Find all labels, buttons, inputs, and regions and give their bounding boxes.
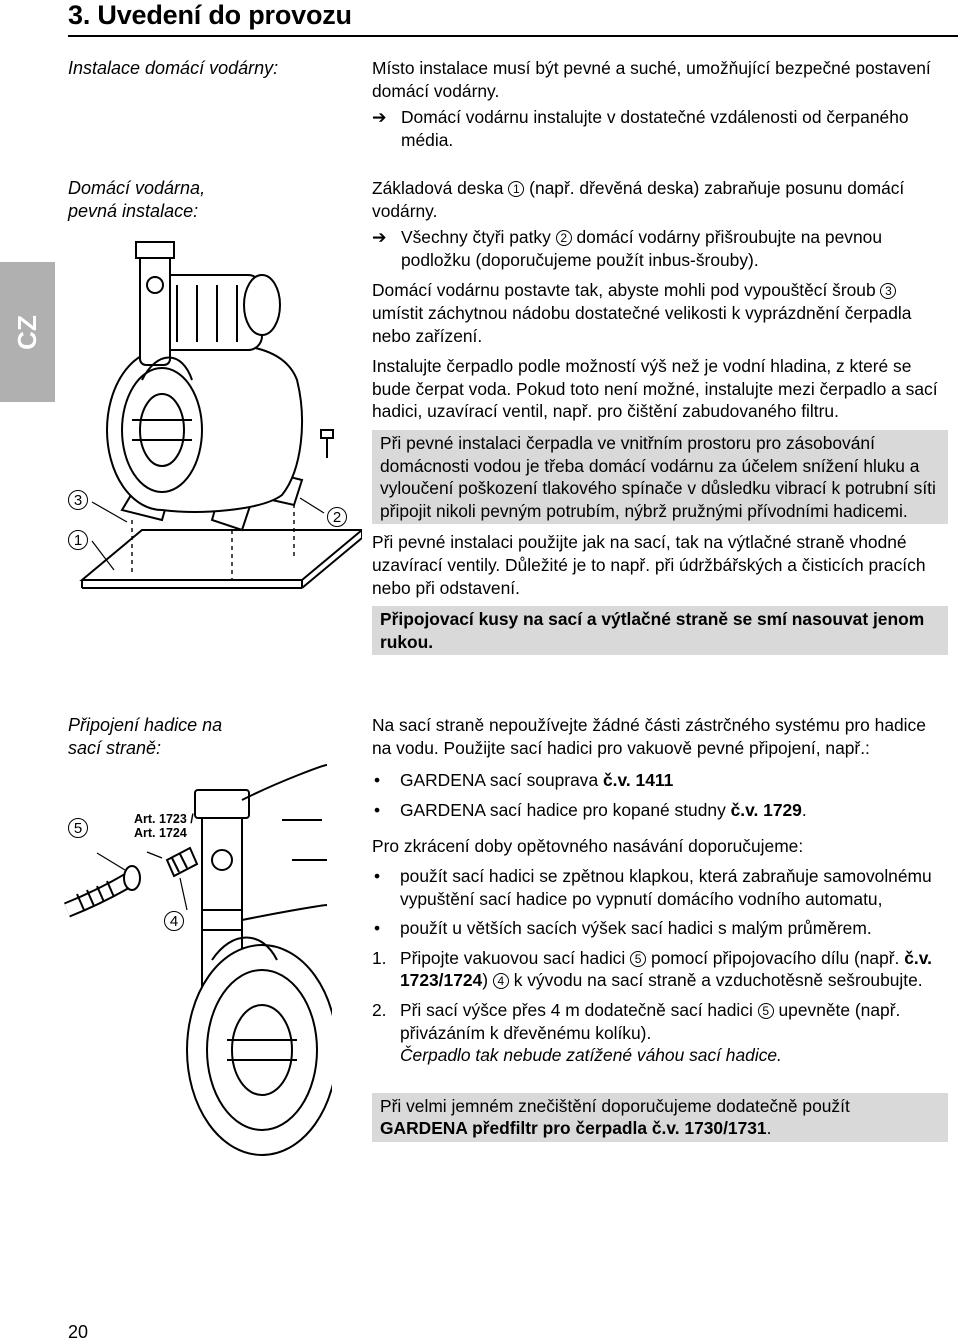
step-2-text-a: Při sací výšce přes 4 m dodatečně sací hadici bbox=[400, 999, 753, 1020]
install-instruction-text: Domácí vodárnu instalujte v dostatečné vzdálenosti od čerpaného média. bbox=[401, 107, 909, 150]
prefilter-ref: GARDENA předfiltr pro čerpadla č.v. 1730/1731 bbox=[380, 1118, 767, 1139]
fixed-p2-end: umístit záchytnou nádobu dostatečné velikosti k vyprázdnění čerpadla nebo zařízení. bbox=[372, 302, 912, 346]
bullet-icon: • bbox=[374, 770, 381, 791]
pump-base-illustration bbox=[62, 230, 362, 600]
language-tab bbox=[0, 262, 55, 402]
note-hand-connect: Připojovací kusy na sací a výtlačné straně se smí nasouvat jenom rukou. bbox=[372, 606, 948, 655]
fixed-paragraph-4: Při pevné instalaci použijte jak na sací, tak na výtlačné straně vhodné uzavírací ventily. Důležité je to např. při údržbářských a čisticích pracích nebo při odstavení. bbox=[372, 532, 926, 598]
bullet-4-text: použít u větších sacích výšek sací hadici s malým průměrem. bbox=[400, 918, 872, 939]
fixed-text bbox=[372, 177, 948, 655]
callout-1: 1 bbox=[68, 530, 88, 550]
step-1-ref: č.v. 1723/1724 bbox=[400, 947, 932, 991]
ref-5: 5 bbox=[758, 1003, 774, 1019]
hose-paragraph-2: Pro zkrácení doby opětovného nasávání doporučujeme: bbox=[372, 836, 804, 857]
heading-fixed-line1: Domácí vodárna, bbox=[68, 178, 206, 198]
heading-hose bbox=[68, 714, 222, 760]
step-2-text-b: upevněte (např. přivázáním k dřevěnému kolíku). bbox=[400, 999, 901, 1043]
ref-1: 1 bbox=[508, 181, 524, 197]
ref-3: 3 bbox=[880, 283, 896, 299]
note-vibration: Při pevné instalaci čerpadla ve vnitřním prostoru pro zásobování domácnosti vodou je třeba domácí vodárnu za účelem snížení hluku a vyloučení poškození tlakového spínače v důsledku vibrací k potrubní síti připojit nikoli pevným potrubím, nýbrž pružnými přívodními hadicemi. bbox=[372, 430, 948, 524]
fixed-paragraph-2 bbox=[372, 279, 948, 347]
bullet-1-ref: č.v. 1411 bbox=[602, 770, 674, 791]
bullet-2-text: GARDENA sací hadice pro kopané studny bbox=[400, 799, 731, 820]
heading-hose-line1: Připojení hadice na bbox=[68, 715, 223, 735]
install-instruction bbox=[372, 106, 948, 151]
install-text bbox=[372, 57, 948, 151]
fixed-p1-start: Základová deska bbox=[372, 178, 504, 198]
arrow-icon: ➔ bbox=[372, 107, 387, 128]
art-label-line2: Art. 1724 bbox=[134, 826, 187, 840]
bullet-2-end: . bbox=[801, 799, 807, 820]
hose-paragraph-1: Na sací straně nepoužívejte žádné části zástrčného systému pro hadice na vodu. Použijte sací hadici pro vakuově pevné připojení, např.: bbox=[372, 715, 926, 758]
ref-4: 4 bbox=[493, 973, 509, 989]
step-1 bbox=[372, 947, 948, 992]
prefilter-text: Při velmi jemném znečištění doporučujeme dodatečně použít bbox=[380, 1095, 850, 1116]
step-1-text-b: pomocí připojovacího dílu (např. bbox=[650, 947, 905, 968]
callout-4: 4 bbox=[164, 911, 184, 931]
arrow-icon: ➔ bbox=[372, 227, 387, 248]
bullet-2-ref: č.v. 1729 bbox=[730, 799, 802, 820]
bullet-icon: • bbox=[374, 799, 381, 820]
step-2-number: 2. bbox=[372, 999, 387, 1020]
fixed-paragraph-3: Instalujte čerpadlo podle možností výš než je vodní hladina, z které se bude čerpat voda. Pokud toto není možné, instalujte mezi čerpadlo a sací hadici, uzavírací ventil, např. pro čištění zabudovaného filtru. bbox=[372, 356, 938, 422]
heading-hose-line2: sací straně: bbox=[68, 738, 162, 758]
fixed-paragraph-1 bbox=[372, 177, 948, 222]
fixed-p2-start: Domácí vodárnu postavte tak, abyste mohli pod vypouštěcí šroub bbox=[372, 280, 876, 301]
bullet-icon: • bbox=[374, 865, 381, 886]
step-1-number: 1. bbox=[372, 947, 387, 968]
fixed-a1-start: Všechny čtyři patky bbox=[401, 227, 551, 248]
list-item bbox=[372, 769, 948, 792]
bullet-3-text: použít sací hadici se zpětnou klapkou, která zabraňuje samovolnému vypuštění sací hadice po vypnutí domácího vodního automatu, bbox=[400, 865, 932, 909]
fixed-instruction bbox=[372, 226, 948, 271]
ref-5: 5 bbox=[630, 951, 646, 967]
language-tab-label: CZ bbox=[11, 314, 42, 350]
heading-fixed bbox=[68, 177, 205, 223]
heading-install: Instalace domácí vodárny: bbox=[68, 58, 279, 78]
bullet-1-text: GARDENA sací souprava bbox=[400, 770, 603, 791]
callout-2: 2 bbox=[327, 507, 347, 527]
prefilter-end: . bbox=[766, 1118, 772, 1139]
step-1-text-d: ) bbox=[482, 970, 489, 991]
step-2-note: Čerpadlo tak nebude zatížené váhou sací hadice. bbox=[400, 1045, 782, 1066]
list-item bbox=[372, 799, 948, 822]
callout-5: 5 bbox=[68, 818, 88, 838]
list-item bbox=[372, 917, 948, 940]
heading-fixed-line2: pevná instalace: bbox=[68, 201, 199, 221]
ref-2: 2 bbox=[556, 230, 572, 246]
hose-text bbox=[372, 714, 948, 1142]
list-item bbox=[372, 865, 948, 910]
step-1-text-e: k vývodu na sací straně a vzduchotěsně sešroubujte. bbox=[513, 970, 923, 991]
bullet-icon: • bbox=[374, 918, 381, 939]
callout-3: 3 bbox=[68, 490, 88, 510]
install-paragraph: Místo instalace musí být pevné a suché, umožňující bezpečné postavení domácí vodárny. bbox=[372, 58, 931, 101]
page-number: 20 bbox=[68, 1322, 89, 1342]
page-title: 3. Uvedení do provozu bbox=[68, 0, 352, 30]
step-1-text-a: Připojte vakuovou sací hadici bbox=[400, 947, 626, 968]
fixed-p1-end: (např. dřevěná deska) zabraňuje posunu domácí vodárny. bbox=[372, 178, 905, 221]
hose-connection-illustration bbox=[62, 760, 332, 1160]
title-rule bbox=[68, 35, 958, 37]
fixed-a1-end: domácí vodárny přišroubujte na pevnou podložku (doporučujeme použít inbus-šrouby). bbox=[401, 227, 882, 270]
note-prefilter bbox=[372, 1093, 948, 1142]
step-2 bbox=[372, 999, 948, 1067]
art-label-line1: Art. 1723 / bbox=[134, 812, 194, 826]
